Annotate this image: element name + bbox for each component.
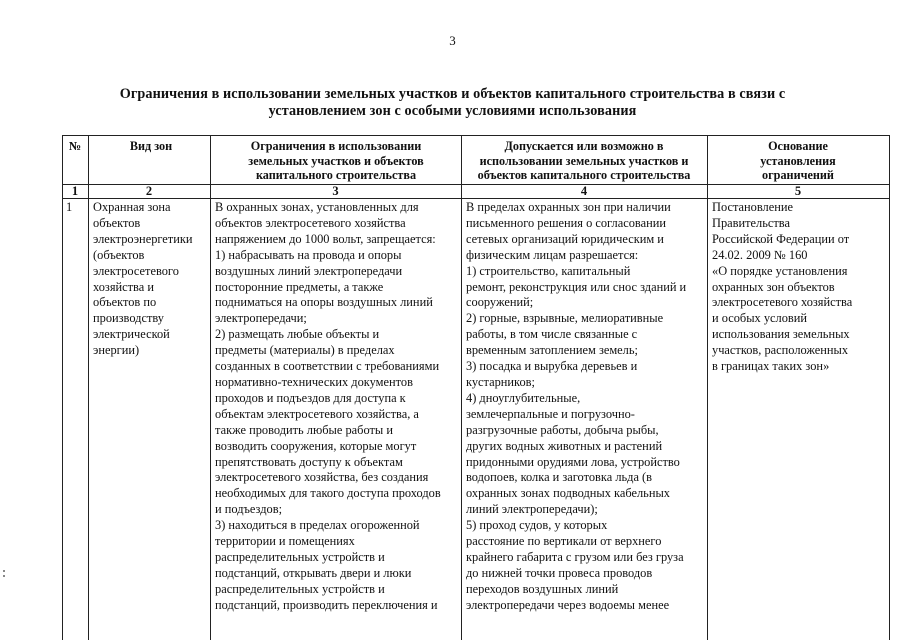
- column-border: [707, 135, 708, 640]
- numbers-row-bottom-border: [62, 198, 890, 199]
- scan-artifact: [3, 575, 5, 577]
- document-title: Ограничения в использовании земельных участков и объектов капитального строительства в связи с установлением зон с особыми условиями использования: [119, 86, 786, 119]
- page-number: 3: [449, 33, 456, 48]
- column-border: [461, 135, 462, 640]
- header-permitted: Допускается или возможно в использовании земельных участков и объектов капитального строительства: [477, 139, 691, 183]
- column-border: [62, 135, 63, 640]
- column-border: [889, 135, 890, 640]
- basis-cell: Постановление Правительства Российской Федерации от 24.02. 2009 № 160 «О порядке установления охранных зон объектов электросетевого хозяйства и особых условий использования земельных участков, расположенных в границах таких зон»: [712, 200, 853, 374]
- header-number: №: [68, 139, 82, 153]
- column-number: 5: [794, 184, 802, 198]
- column-number: 4: [580, 184, 588, 198]
- permitted-cell: В пределах охранных зон при наличии письменного решения о согласовании сетевых организаций юридическим и физическим лицам разрешается: 1) строительство, капитальный ремонт, реконструкция или снос зданий и сооружений; 2) горные, взрывные, мелиоративные работы, в том числе связанные с временным затоплением земель; 3) посадка и вырубка деревьев и кустарников; 4) дноуглубительные, землечерпальные и погрузочно- разгрузочные работы, добыча рыбы, других водных животных и растений придонными орудиями лова, устройство водопоев, колка и заготовка льда (в охранных зонах подводных кабельных линий электропередачи); 5) проход судов, у которых расстояние по вертикали от верхнего крайнего габарита с грузом или без груза до нижней точки провеса проводов переходов воздушных линий электропередачи через водоемы менее: [466, 200, 687, 612]
- table-top-border: [62, 135, 890, 136]
- column-number: 1: [71, 184, 79, 198]
- column-number: 2: [145, 184, 153, 198]
- header-restrictions: Ограничения в использовании земельных участков и объектов капитального строительства: [248, 139, 424, 183]
- column-number: 3: [332, 184, 339, 198]
- zone-type-cell: Охранная зона объектов электроэнергетики (объектов электросетевого хозяйства и объектов по производству электрической энергии): [93, 200, 193, 358]
- restrictions-table: [62, 135, 890, 640]
- restrictions-cell: В охранных зонах, установленных для объектов электросетевого хозяйства напряжением до 1000 вольт, запрещается: 1) набрасывать на провода и опоры воздушных линий электропередачи посторонние предметы, а также подниматься на опоры воздушных линий электропередачи; 2) размещать любые объекты и предметы (материалы) в пределах созданных в соответствии с требованиями нормативно-технических документов проходов и подъездов для доступа к объектам электросетевого хозяйства, а также проводить любые работы и возводить сооружения, которые могут препятствовать доступу к объектам электросетевого хозяйства, без создания необходимых для такого доступа проходов и подъездов; 3) находиться в пределах огороженной территории и помещениях распределительных устройств и подстанций, открывать двери и люки распределительных устройств и подстанций, производить переключения и: [215, 200, 441, 612]
- scan-artifact: [3, 570, 5, 572]
- row-number: 1: [66, 200, 73, 214]
- header-basis: Основание установления ограничений: [760, 139, 836, 183]
- header-zone-type: Вид зон: [129, 139, 173, 153]
- column-border: [88, 135, 89, 640]
- column-border: [210, 135, 211, 640]
